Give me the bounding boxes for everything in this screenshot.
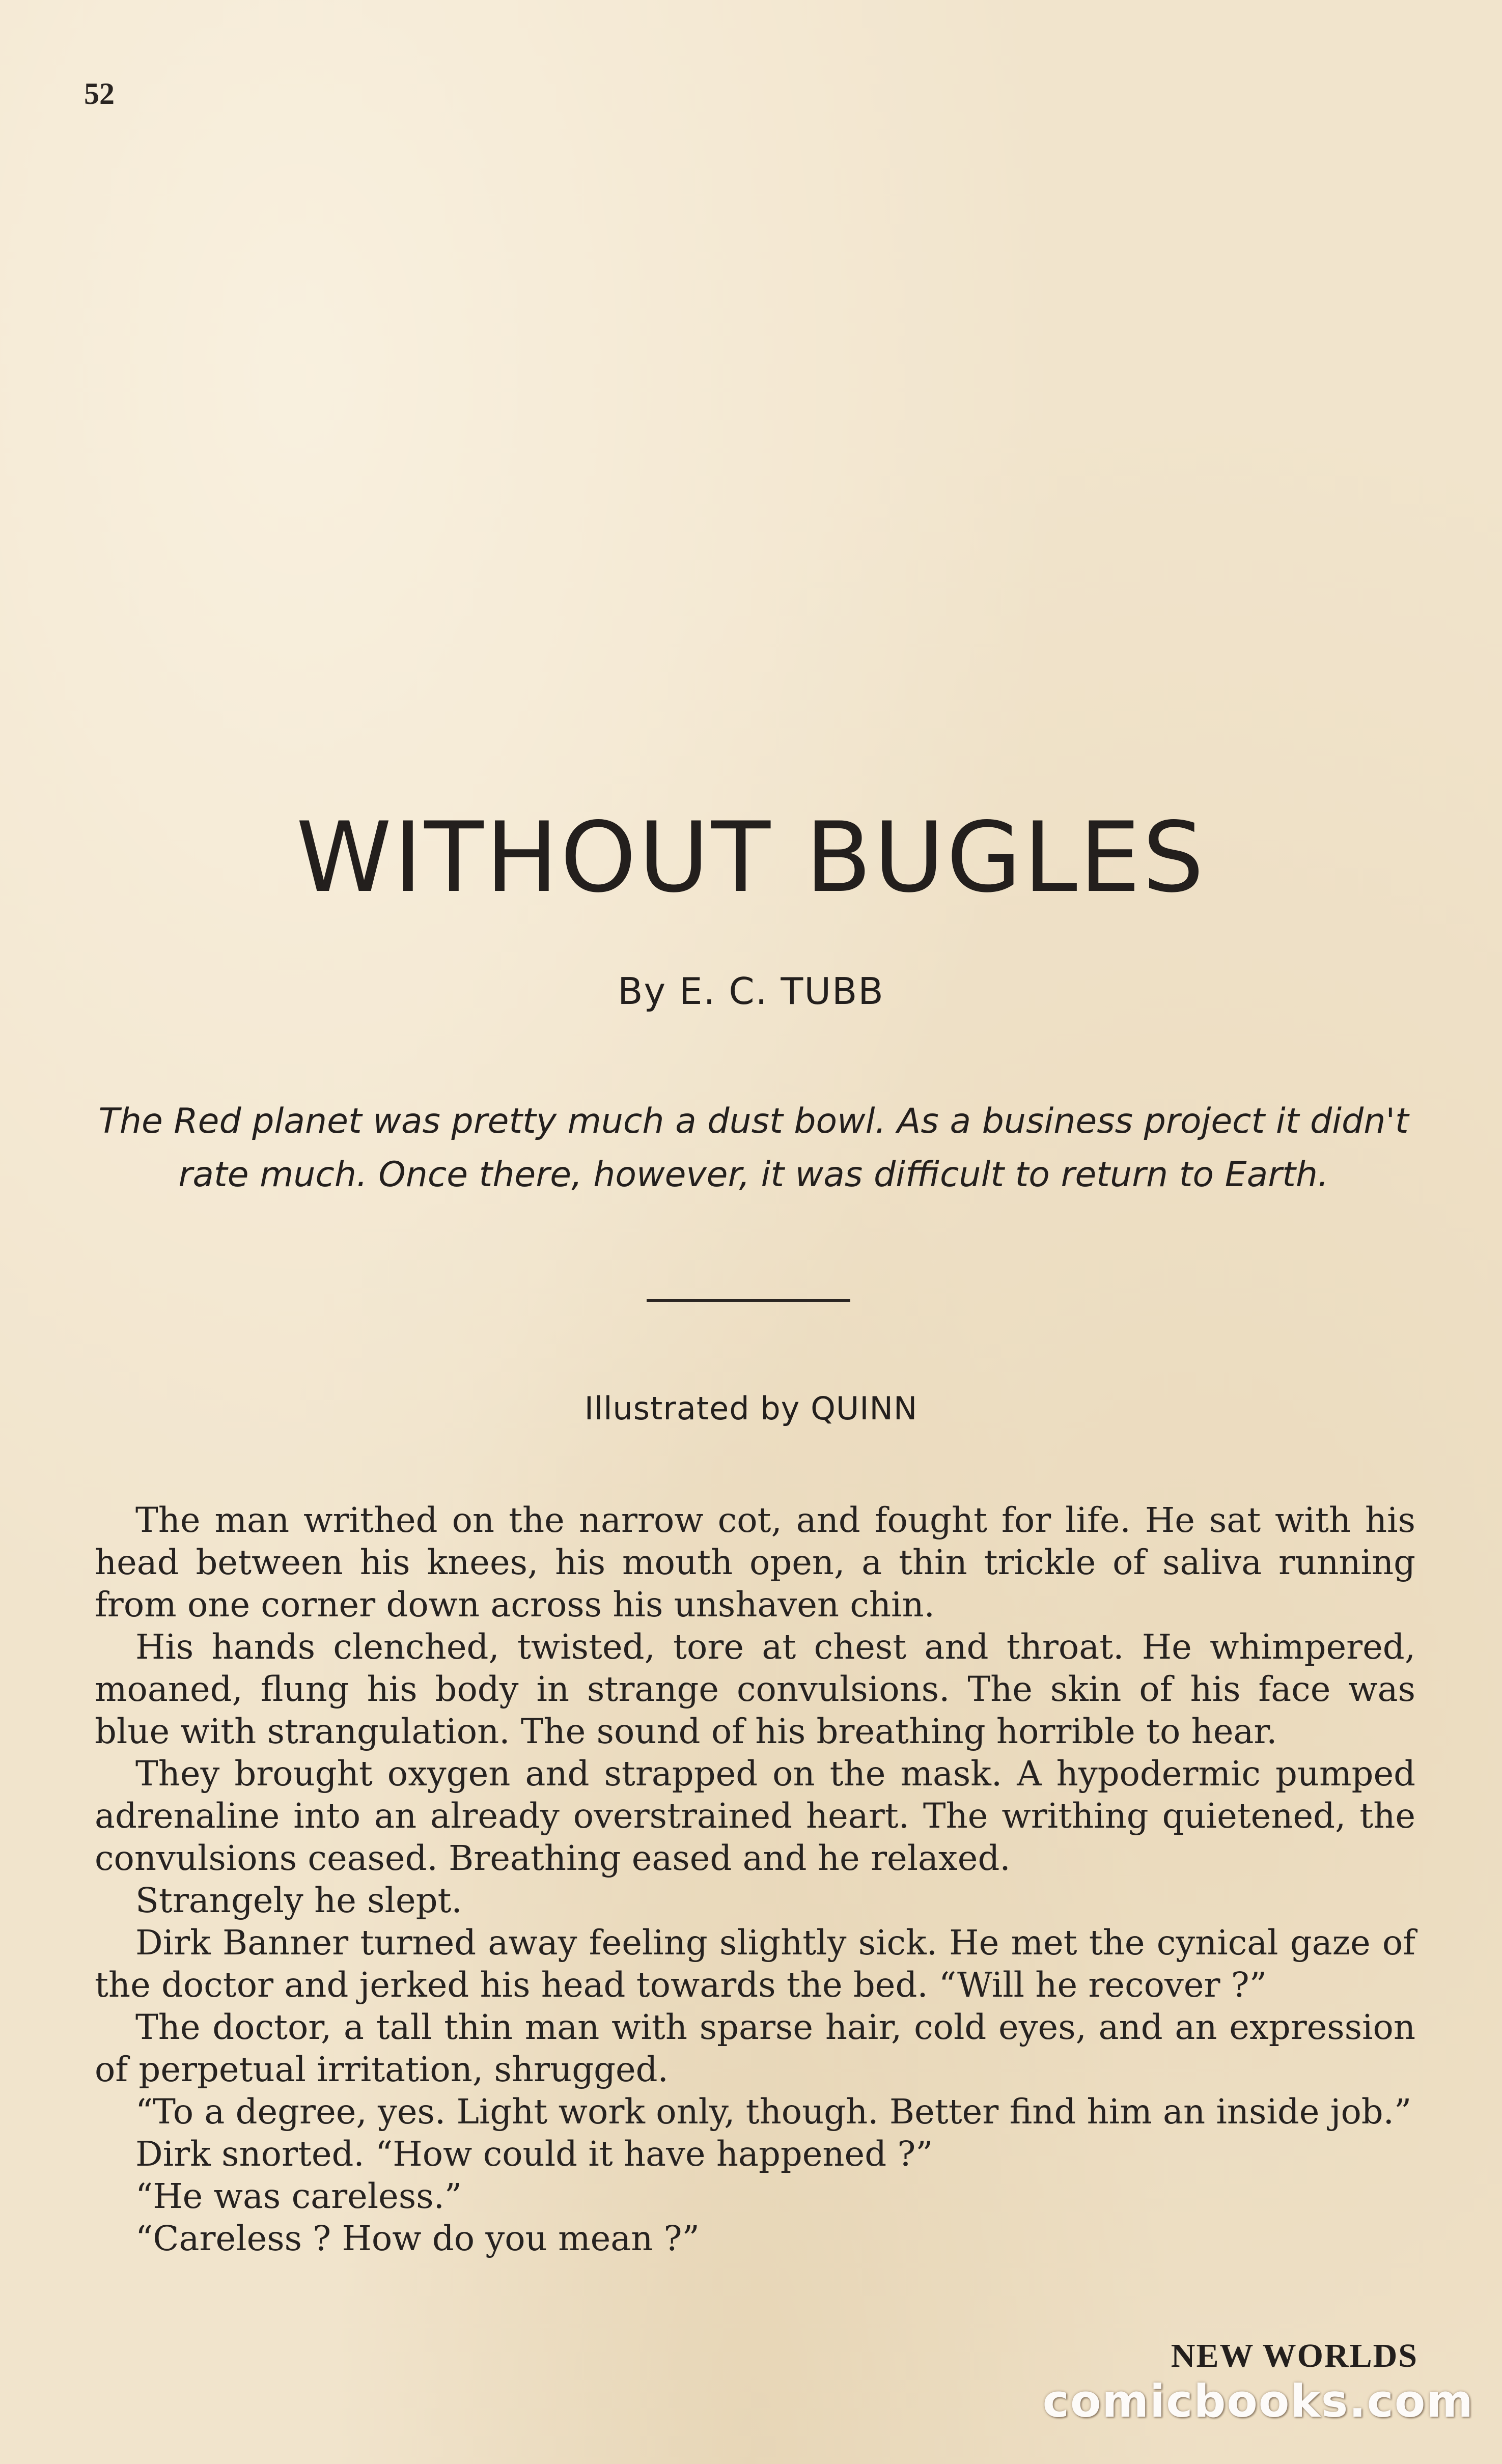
paragraph: They brought oxygen and strapped on the mask. A hypodermic pumped adrenaline into an already overstrained heart. The writhing quietened, the convulsions ceased. Breathing eased and he relaxed. — [95, 1754, 1415, 1878]
paragraph: Strangely he slept. — [135, 1881, 462, 1920]
story-byline: By E. C. TUBB — [618, 970, 884, 1013]
paragraph: Dirk Banner turned away feeling slightly sick. He met the cynical gaze of the doctor and jerked his head towards the bed. “Will he recover ?” — [95, 1923, 1415, 2005]
site-watermark: comicbooks.com — [1042, 2375, 1474, 2427]
page-number: 52 — [84, 77, 115, 110]
paragraph: The doctor, a tall thin man with sparse hair, cold eyes, and an expression of perpetual irritation, shrugged. — [95, 2007, 1415, 2089]
illustrator-credit: Illustrated by QUINN — [584, 1390, 918, 1427]
paragraph: “To a degree, yes. Light work only, though. Better find him an inside job.” — [135, 2092, 1412, 2132]
paragraph: “Careless ? How do you mean ?” — [135, 2219, 700, 2258]
paragraph: The man writhed on the narrow cot, and fought for life. He sat with his head between his knees, his mouth open, a thin trickle of saliva running from one corner down across his unshaven chin. — [95, 1500, 1415, 1625]
paragraph: “He was careless.” — [135, 2176, 462, 2216]
story-title: WITHOUT BUGLES — [296, 801, 1206, 914]
paragraph: His hands clenched, twisted, tore at chest and throat. He whimpered, moaned, flung his body in strange convulsions. The skin of his face was blue with strangulation. The sound of his breathing horrible to hear. — [95, 1627, 1415, 1751]
paragraph: Dirk snorted. “How could it have happened ?” — [135, 2134, 933, 2174]
story-body — [95, 1499, 1415, 2260]
story-blurb: The Red planet was pretty much a dust bowl. As a business project it didn't rate much. Once there, however, it was difficult to return to Earth. — [98, 1101, 1409, 1195]
magazine-footer: NEW WORLDS — [1171, 2337, 1418, 2374]
section-divider — [647, 1299, 850, 1302]
